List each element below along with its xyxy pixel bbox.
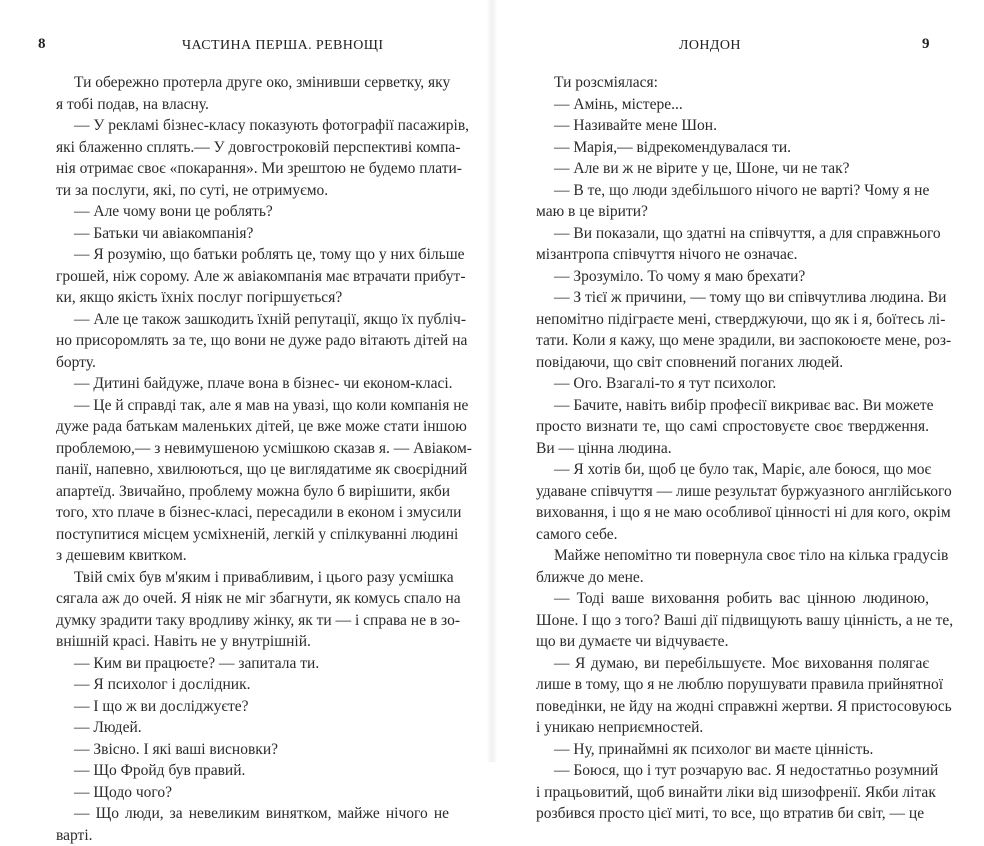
text-line: панії, напевно, хвилюються, що це виглядатиме як своєрідний bbox=[56, 459, 449, 481]
text-line: — З тієї ж причини, — тому що ви співчутлива людина. Ви bbox=[536, 287, 929, 309]
text-line: — Ну, принаймні як психолог ви маєте цінність. bbox=[536, 739, 929, 761]
text-line: Твій сміх був м'яким і привабливим, і цього разу усмішка bbox=[56, 567, 449, 589]
text-line: просто визнати те, що самі спростовуєте своє твердження. bbox=[536, 416, 929, 438]
text-line: — Що люди, за невеликим винятком, майже нічого не bbox=[56, 803, 449, 825]
text-line: — Але ви ж не вірите у це, Шоне, чи не так? bbox=[536, 158, 929, 180]
text-line: варті. bbox=[56, 825, 449, 846]
text-line: поведінки, не йду на жодні справжні жертви. Я пристосовуюсь bbox=[536, 696, 929, 718]
text-line: які блаженно сплять.— У довгостроковій перспективі компа- bbox=[56, 137, 449, 159]
text-line: ки, якщо якість їхніх послуг погіршується? bbox=[56, 287, 449, 309]
text-line: думку зрадити таку вродливу жінку, як ти — і справа не в зо- bbox=[56, 610, 449, 632]
text-line: — Щодо чого? bbox=[56, 782, 449, 804]
text-line: — Що Фройд був правий. bbox=[56, 760, 449, 782]
text-line: — В те, що люди здебільшого нічого не варті? Чому я не bbox=[536, 180, 929, 202]
text-line: — Але чому вони це роблять? bbox=[56, 201, 449, 223]
text-line: проблемою,— з невимушеною усмішкою сказав я. — Авіаком- bbox=[56, 438, 449, 460]
body-text bbox=[56, 72, 449, 846]
text-line: розбився просто цієї миті, то все, що втратив би світ, — це bbox=[536, 803, 929, 825]
running-head: ЧАСТИНА ПЕРША. РЕВНОЩІ bbox=[182, 38, 383, 58]
text-line: — Називайте мене Шон. bbox=[536, 115, 929, 137]
text-line: — Це й справді так, але я мав на увазі, що коли компанія не bbox=[56, 395, 449, 417]
text-line: — Ого. Взагалі-то я тут психолог. bbox=[536, 373, 929, 395]
text-line: — Я хотів би, щоб це було так, Маріє, але боюся, що моє bbox=[536, 459, 929, 481]
text-line: Ти обережно протерла друге око, змінивши серветку, яку bbox=[56, 72, 449, 94]
text-line: но присоромлять за те, що вони не дуже радо вітають дітей на bbox=[56, 330, 449, 352]
text-line: самого себе. bbox=[536, 524, 929, 546]
text-line: того, хто плаче в бізнес-класі, пересадили в економ і змусили bbox=[56, 502, 449, 524]
text-line: — Боюся, що і тут розчарую вас. Я недостатньо розумний bbox=[536, 760, 929, 782]
body-text bbox=[536, 72, 929, 825]
text-line: — Амінь, містере... bbox=[536, 94, 929, 116]
text-line: — Зрозуміло. То чому я маю брехати? bbox=[536, 266, 929, 288]
text-line: і уникаю неприємностей. bbox=[536, 717, 929, 739]
text-line: повідаючи, що світ сповнений поганих людей. bbox=[536, 352, 929, 374]
text-line: Ти розсміялася: bbox=[536, 72, 929, 94]
text-line: — Людей. bbox=[56, 717, 449, 739]
text-line: борту. bbox=[56, 352, 449, 374]
text-line: дуже рада батькам маленьких дітей, це вже може стати іншою bbox=[56, 416, 449, 438]
text-line: — Я розумію, що батьки роблять це, тому що у них більше bbox=[56, 244, 449, 266]
text-line: грошей, ніж сорому. Але ж авіакомпанія має втрачати прибут- bbox=[56, 266, 449, 288]
text-line: поступитися місцем усміхненій, легкій у спілкуванні людині bbox=[56, 524, 449, 546]
text-line: непомітно підіграєте мені, стверджуючи, що як і я, боїтесь лі- bbox=[536, 309, 929, 331]
text-line: Шоне. І що з того? Ваші дії підвищують вашу цінність, а не те, bbox=[536, 610, 929, 632]
text-line: Майже непомітно ти повернула своє тіло на кілька градусів bbox=[536, 545, 929, 567]
text-line: — Батьки чи авіакомпанія? bbox=[56, 223, 449, 245]
text-line: — Бачите, навіть вибір професії викриває вас. Ви можете bbox=[536, 395, 929, 417]
right-page bbox=[492, 0, 984, 762]
text-line: — Я психолог і дослідник. bbox=[56, 674, 449, 696]
text-line: нія отримає своє «покарання». Ми зрештою не будемо плати- bbox=[56, 158, 449, 180]
page-number: 9 bbox=[922, 36, 930, 53]
text-line: — У рекламі бізнес-класу показують фотографії пасажирів, bbox=[56, 115, 449, 137]
text-line: — Я думаю, ви перебільшуєте. Моє виховання полягає bbox=[536, 653, 929, 675]
text-line: і працьовитий, щоб винайти ліки від шизофренії. Якби літак bbox=[536, 782, 929, 804]
text-line: мізантропа співчуття нічого не означає. bbox=[536, 244, 929, 266]
text-line: ближче до мене. bbox=[536, 567, 929, 589]
text-line: — Марія,— відрекомендувалася ти. bbox=[536, 137, 929, 159]
text-line: — Дитині байдуже, плаче вона в бізнес- чи економ-класі. bbox=[56, 373, 449, 395]
text-line: удаване співчуття — лише результат буржуазного англійського bbox=[536, 481, 929, 503]
text-line: Ви — цінна людина. bbox=[536, 438, 929, 460]
text-line: маю в це вірити? bbox=[536, 201, 929, 223]
running-head: ЛОНДОН bbox=[679, 38, 741, 58]
text-line: — Але це також зашкодить їхній репутації, якщо їх публіч- bbox=[56, 309, 449, 331]
text-line: тати. Коли я кажу, що мене зрадили, ви заспокоюєте мене, роз- bbox=[536, 330, 929, 352]
text-line: — Ви показали, що здатні на співчуття, а для справжнього bbox=[536, 223, 929, 245]
text-line: виховання, і що я не маю особливої цінності ні для кого, окрім bbox=[536, 502, 929, 524]
text-line: — Тоді ваше виховання робить вас цінною людиною, bbox=[536, 588, 929, 610]
text-line: — Звісно. І які ваші висновки? bbox=[56, 739, 449, 761]
text-line: — Ким ви працюєте? — запитала ти. bbox=[56, 653, 449, 675]
text-line: лише в тому, що я не люблю порушувати правила прийнятної bbox=[536, 674, 929, 696]
text-line: ти за послуги, які, по суті, не отримуємо. bbox=[56, 180, 449, 202]
text-line: внішній красі. Навіть не у внутрішній. bbox=[56, 631, 449, 653]
text-line: що ви думаєте чи відчуваєте. bbox=[536, 631, 929, 653]
text-line: — І що ж ви досліджуєте? bbox=[56, 696, 449, 718]
text-line: з дешевим квитком. bbox=[56, 545, 449, 567]
text-line: сягала аж до очей. Я ніяк не міг збагнути, як комусь спало на bbox=[56, 588, 449, 610]
text-line: я тобі подав, на власну. bbox=[56, 94, 449, 116]
text-line: апартеїд. Звичайно, проблему можна було б вирішити, якби bbox=[56, 481, 449, 503]
page-number: 8 bbox=[38, 36, 46, 53]
left-page bbox=[0, 0, 492, 762]
